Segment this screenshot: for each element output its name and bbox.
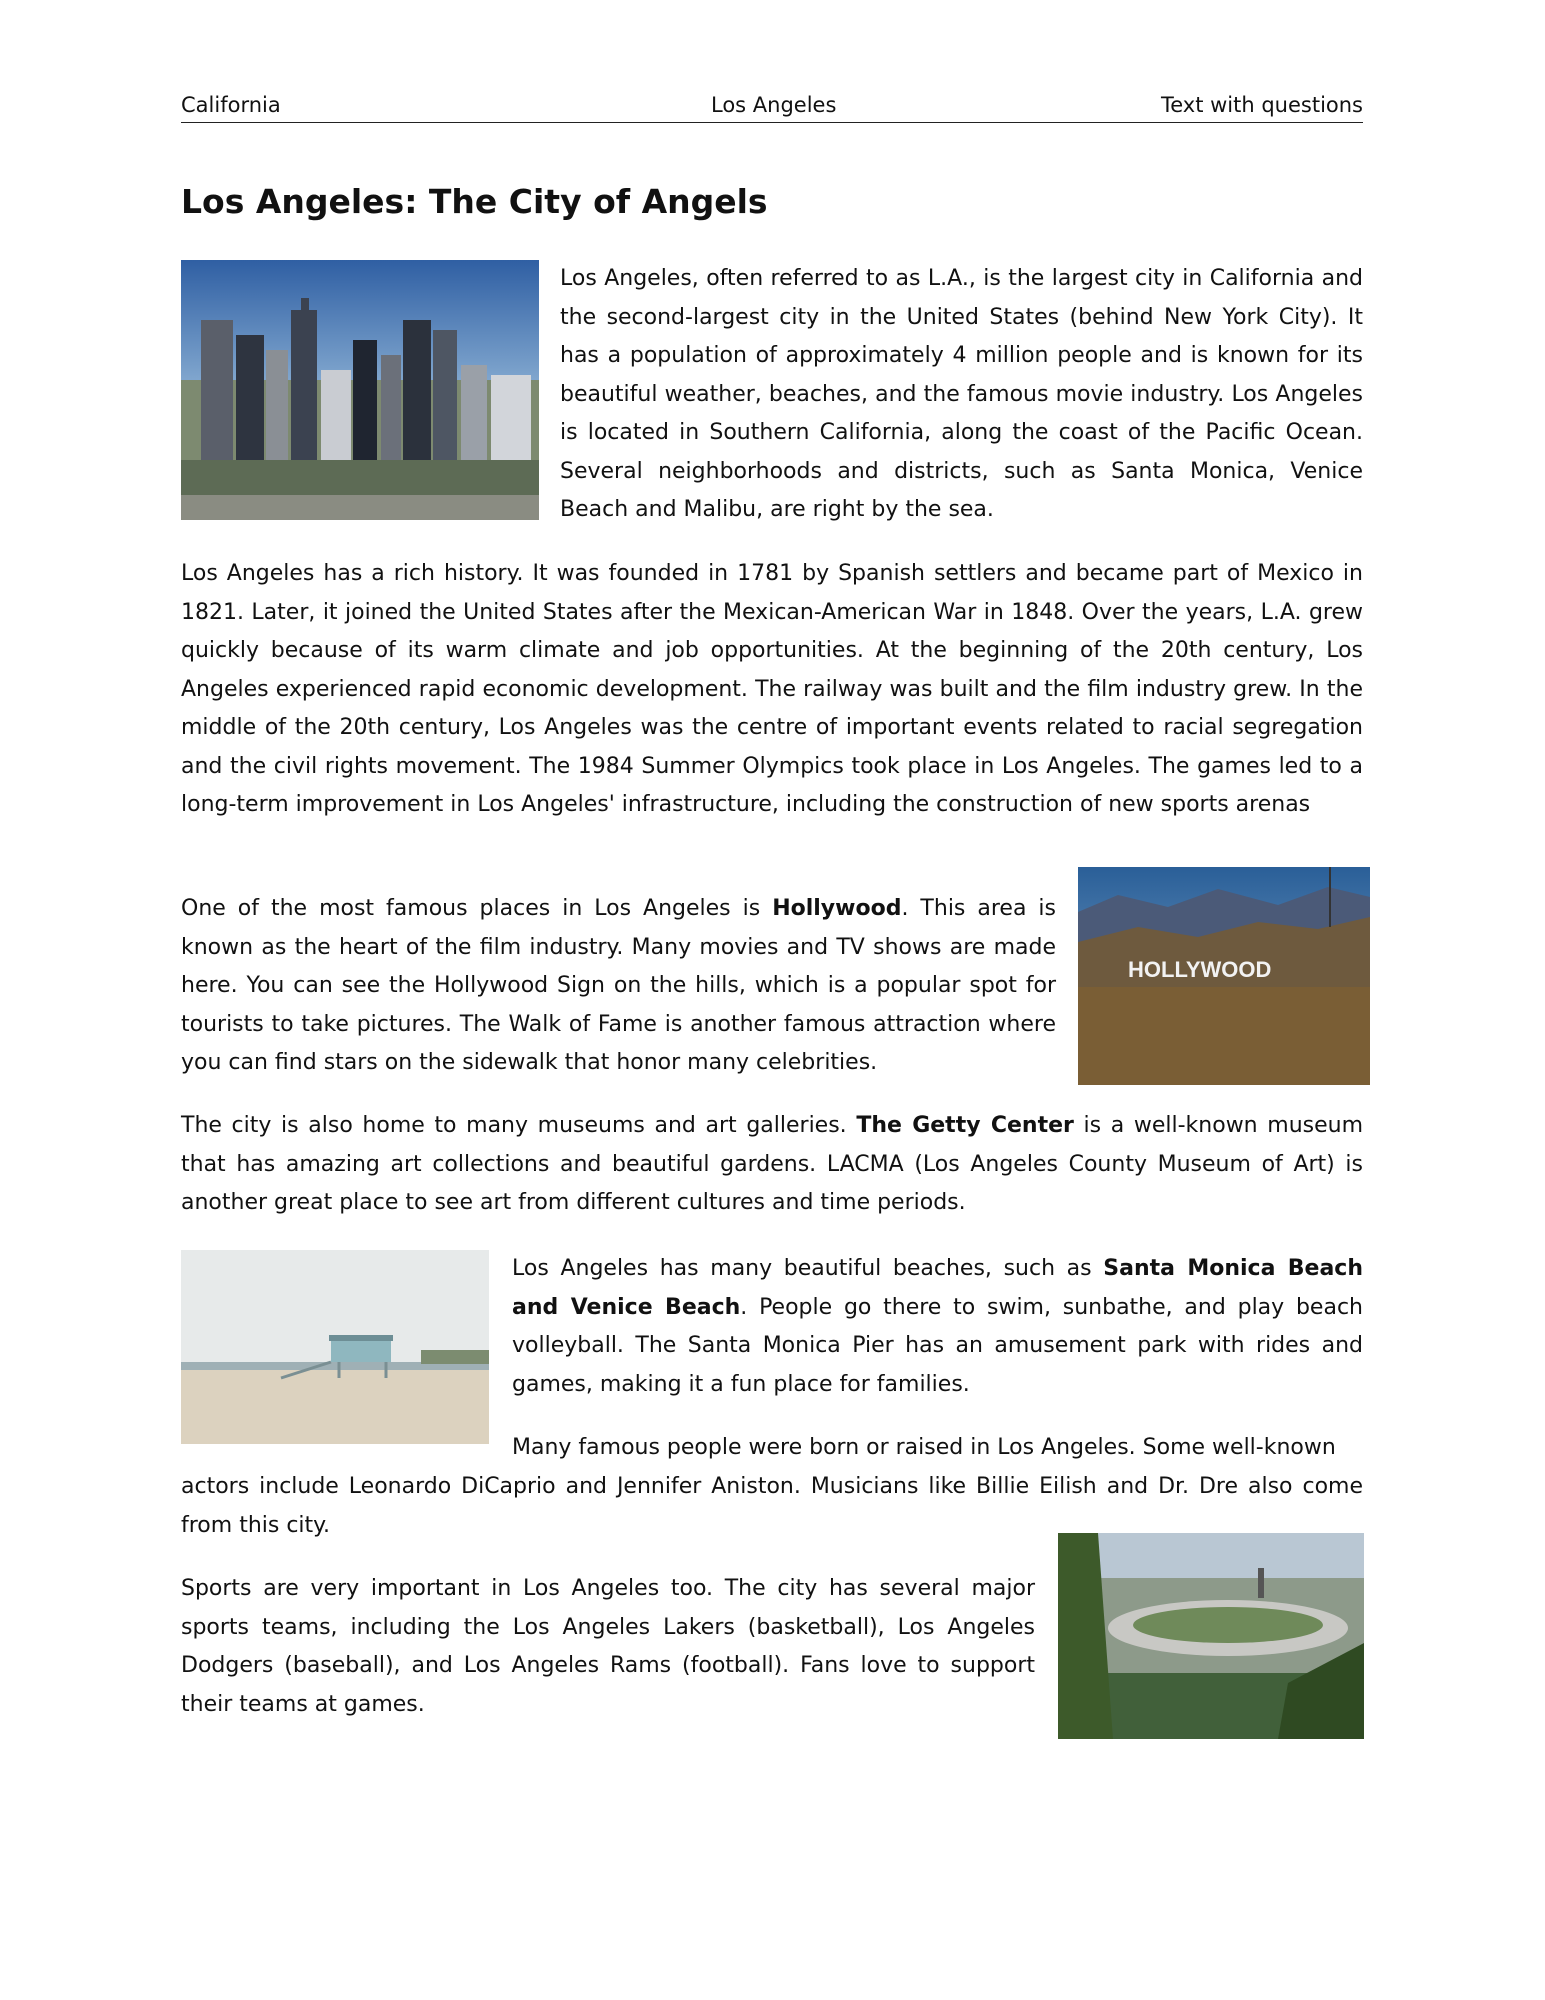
beaches-paragraph (512, 1250, 1363, 1404)
beaches-text-after: . People go there to swim, sunbathe, and play beach volleyball. The Santa Monica Pier has an amusement park with rides and games, making it a fun place for families. (512, 1294, 1363, 1397)
famous-people-first-line: Many famous people were born or raised in Los Angeles. Some well-known (512, 1435, 1336, 1460)
museums-text-after: is a well-known museum that has amazing art collections and beautiful gardens. LACMA (Los Angeles County Museum of Art) is another great place to see art from different cultures and time periods. (181, 1113, 1364, 1215)
header-left: California (181, 93, 281, 117)
hollywood-text-before: One of the most famous places in Los Angeles is (181, 896, 773, 921)
hollywood-sign-image (1078, 867, 1370, 1085)
intro-paragraph: Los Angeles, often referred to as L.A., is the largest city in California and the second-largest city in the United States (behind New York City). It has a population of approximately 4 million people and is known for its beautiful weather, beaches, and the famous movie industry. Los Angeles is located in Southern California, along the coast of the Pacific Ocean. Several neighborhoods and districts, such as Santa Monica, Venice Beach and Malibu, are right by the sea. (560, 266, 1363, 522)
hollywood-bold: Hollywood (772, 896, 902, 921)
beaches-bold: Santa Monica Beach and Venice Beach (512, 1256, 1363, 1320)
page-header (181, 90, 1363, 123)
hollywood-text-after: . This area is known as the heart of the film industry. Many movies and TV shows are made here. You can see the Hollywood Sign on the hills, which is a popular spot for tourists to take pictures. The Walk of Fame is another famous attraction where you can find stars on the sidewalk that honor many celebrities. (181, 896, 1057, 1075)
getty-bold: The Getty Center (856, 1113, 1074, 1138)
skyline-image (181, 260, 539, 520)
stadium-image (1058, 1533, 1364, 1739)
famous-people-paragraph: actors include Leonardo DiCaprio and Jennifer Aniston. Musicians like Billie Eilish and Dr. Dre also come from this city. (181, 1474, 1363, 1538)
sports-paragraph: Sports are very important in Los Angeles too. The city has several major sports teams, including the Los Angeles Lakers (basketball), Los Angeles Dodgers (baseball), and Los Angeles Rams (football). Fans love to support their teams at games. (181, 1576, 1035, 1717)
beaches-text-before: Los Angeles has many beautiful beaches, such as (512, 1256, 1104, 1281)
history-paragraph: Los Angeles has a rich history. It was founded in 1781 by Spanish settlers and became part of Mexico in 1821. Later, it joined the United States after the Mexican-American War in 1848. Over the years, L.A. grew quickly because of its warm climate and job opportunities. At the beginning of the 20th century, Los Angeles experienced rapid economic development. The railway was built and the film industry grew. In the middle of the 20th century, Los Angeles was the centre of important events related to racial segregation and the civil rights movement. The 1984 Summer Olympics took place in Los Angeles. The games led to a long-term improvement in Los Angeles' infrastructure, including the construction of new sports arenas (181, 561, 1363, 817)
header-right: Text with questions (1160, 93, 1363, 117)
museums-text-before: The city is also home to many museums and art galleries. (181, 1113, 857, 1138)
beach-image (181, 1250, 489, 1444)
page-title: Los Angeles: The City of Angels (181, 182, 768, 221)
header-center: Los Angeles (711, 93, 837, 117)
hollywood-paragraph (181, 890, 1056, 1083)
hollywood-sign-text: HOLLYWOOD (1128, 957, 1272, 982)
museums-paragraph (181, 1107, 1363, 1223)
